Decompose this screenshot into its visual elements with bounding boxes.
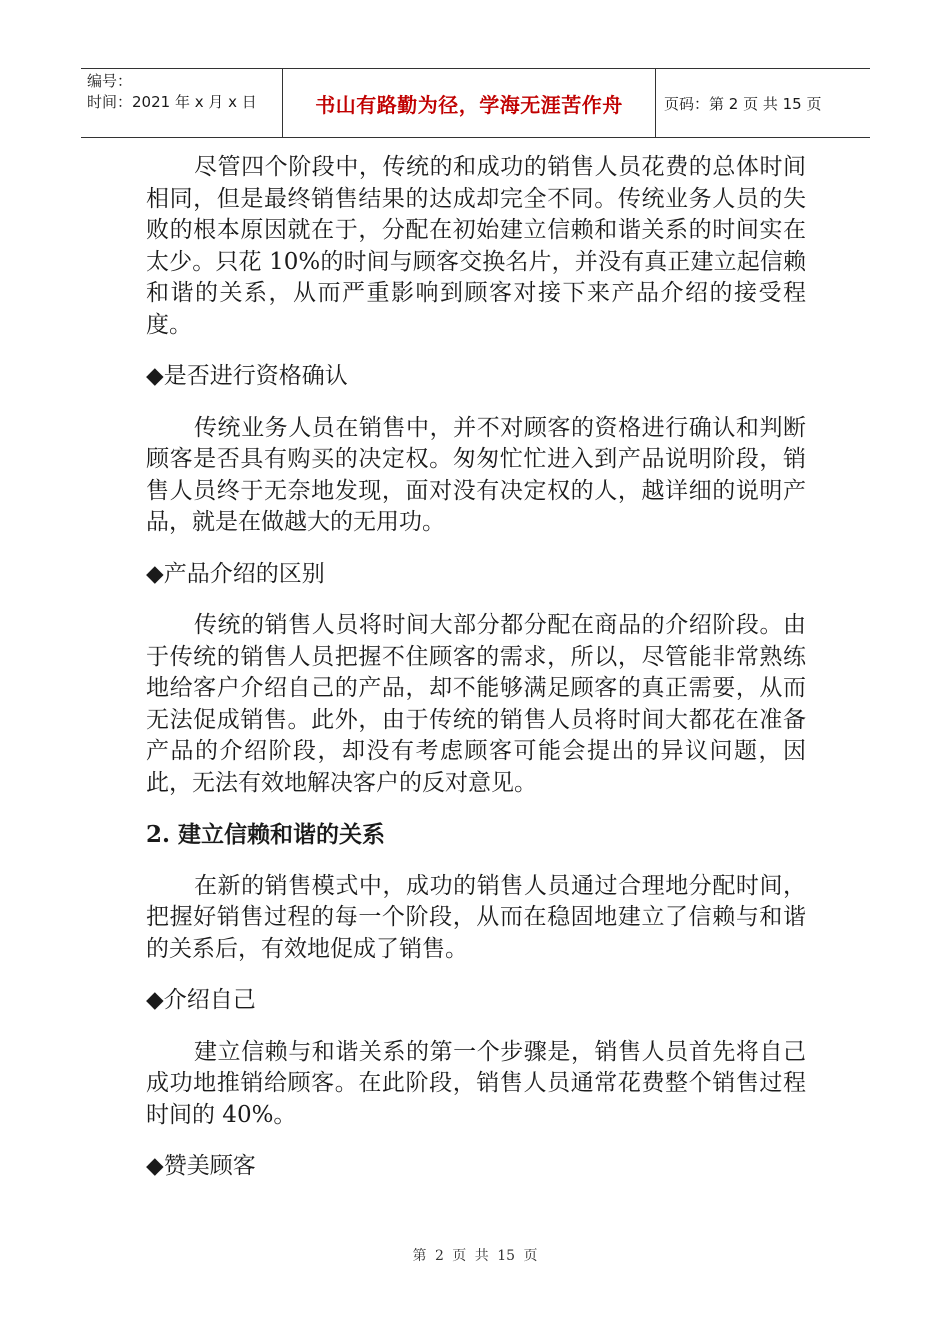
body-paragraph: 传统的销售人员将时间大部分都分配在商品的介绍阶段。由于传统的销售人员把握不住顾客的需求，所以，尽管能非常熟练地给客户介绍自己的产品，却不能够满足顾客的真正需要，从而无法促成销售。此外，由于传统的销售人员将时间大都花在准备产品的介绍阶段，却没有考虑顾客可能会提出的异议问题，因此，无法有效地解决客户的反对意见。 [146, 612, 806, 796]
section-heading: ◆是否进行资格确认 [146, 363, 348, 389]
body-paragraph: 尽管四个阶段中，传统的和成功的销售人员花费的总体时间相同，但是最终销售结果的达成却完全不同。传统业务人员的失败的根本原因就在于，分配在初始建立信赖和谐关系的时间实在太少。只花 10%的时间与顾客交换名片，并没有真正建立起信赖和谐的关系，从而严重影响到顾客对接下来产品介绍的接受程度。 [146, 154, 806, 338]
numbered-heading: 2. 建立信赖和谐的关系 [146, 821, 386, 848]
header-meta [81, 69, 283, 137]
document-body [146, 152, 806, 1183]
body-paragraph: 在新的销售模式中，成功的销售人员通过合理地分配时间，把握好销售过程的每一个阶段，从而在稳固地建立了信赖与和谐的关系后，有效地促成了销售。 [146, 872, 806, 962]
section-heading: ◆介绍自己 [146, 987, 256, 1013]
header-page-info: 页码：第 2 页 共 15 页 [664, 94, 822, 113]
document-number-label: 编号： [87, 72, 133, 90]
section-heading: ◆产品介绍的区别 [146, 560, 325, 587]
section-heading: ◆赞美顾客 [146, 1153, 256, 1179]
header-motto: 书山有路勤为径，学海无涯苦作舟 [283, 69, 656, 137]
body-paragraph: 建立信赖与和谐关系的第一个步骤是，销售人员首先将自己成功地推销给顾客。在此阶段，销售人员通常花费整个销售过程时间的 40%。 [146, 1038, 806, 1128]
document-time-label: 时间：2021 年 x 月 x 日 [87, 93, 257, 111]
page-footer: 第 2 页 共 15 页 [412, 1248, 538, 1264]
body-paragraph: 传统业务人员在销售中，并不对顾客的资格进行确认和判断顾客是否具有购买的决定权。匆匆忙忙进入到产品说明阶段，销售人员终于无奈地发现，面对没有决定权的人，越详细的说明产品，就是在做越大的无用功。 [146, 414, 806, 535]
page-header [81, 68, 870, 138]
